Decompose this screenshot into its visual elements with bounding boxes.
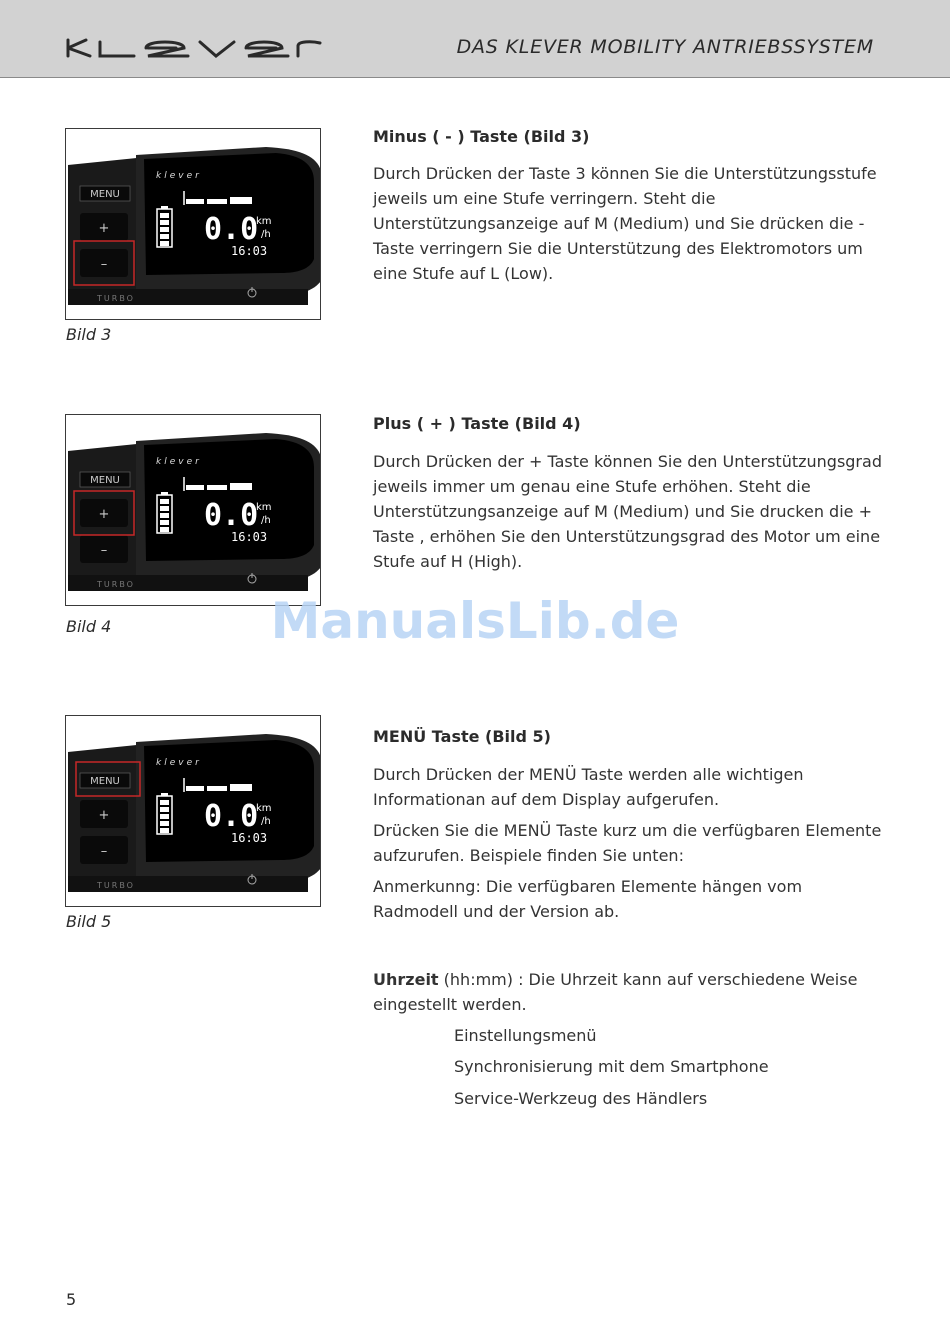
menu-button-label: MENU	[90, 475, 120, 486]
section-body-menu	[373, 762, 883, 924]
section-title-menu: MENÜ Taste (Bild 5)	[373, 727, 551, 746]
assist-bar	[230, 197, 252, 204]
speed-value: 0.0	[204, 498, 259, 533]
assist-bar	[207, 199, 227, 204]
battery-cell	[160, 499, 169, 504]
battery-cell	[160, 520, 169, 525]
klever-logo	[64, 36, 324, 60]
paragraph: Drücken Sie die MENÜ Taste kurz um die verfügbaren Elemente aufzurufen. Beispiele finden Sie unten:	[373, 821, 882, 865]
speed-unit-h: /h	[261, 515, 271, 526]
plus-button-label: +	[98, 507, 110, 522]
battery-cell	[160, 220, 169, 225]
paragraph: Durch Drücken der MENÜ Taste werden alle wichtigen Informationan auf dem Display aufgerufen.	[373, 765, 804, 809]
uhrzeit-item: Einstellungsmenü	[454, 1026, 597, 1045]
figure-bild-3	[65, 128, 321, 320]
menu-button-label: MENU	[90, 189, 120, 200]
turbo-label: TURBO	[97, 881, 135, 890]
uhrzeit-label: Uhrzeit	[373, 970, 439, 989]
battery-cap	[161, 206, 168, 209]
page-number: 5	[66, 1290, 77, 1309]
battery-cell	[160, 227, 169, 232]
uhrzeit-item: Service-Werkzeug des Händlers	[454, 1089, 708, 1108]
paragraph: Anmerkunng: Die verfügbaren Elemente hängen vom Radmodell und der Version ab.	[373, 877, 803, 921]
figure-bild-5	[65, 715, 321, 907]
device-brand: klever	[156, 758, 202, 768]
speed-value: 0.0	[204, 212, 259, 247]
speed-unit-km: km	[256, 216, 272, 227]
assist-bar	[207, 786, 227, 791]
battery-cell	[160, 506, 169, 511]
battery-cell	[160, 234, 169, 239]
speed-unit-h: /h	[261, 229, 271, 240]
minus-button-label: –	[100, 543, 108, 558]
battery-cell	[160, 821, 169, 826]
battery-cell	[160, 241, 169, 246]
clock-time: 16:03	[231, 244, 268, 258]
assist-bar	[186, 199, 204, 204]
turbo-label: TURBO	[97, 580, 135, 589]
uhrzeit-text	[373, 967, 883, 1017]
speed-unit-h: /h	[261, 816, 271, 827]
watermark: ManualsLib.de	[270, 592, 680, 650]
assist-bar	[186, 485, 204, 490]
assist-bar	[207, 485, 227, 490]
battery-cell	[160, 814, 169, 819]
figure-bild-4	[65, 414, 321, 606]
minus-button-label: –	[100, 257, 108, 272]
section-title-plus: Plus ( + ) Taste (Bild 4)	[373, 414, 581, 433]
uhrzeit-paragraph	[373, 967, 883, 1017]
uhrzeit-description: (hh:mm) : Die Uhrzeit kann auf verschiedene Weise eingestellt werden.	[373, 970, 858, 1014]
section-title-minus: Minus ( - ) Taste (Bild 3)	[373, 127, 590, 146]
device-brand: klever	[156, 457, 202, 467]
plus-button-label: +	[98, 221, 110, 236]
figure-caption: Bild 4	[66, 617, 112, 636]
paragraph: Durch Drücken der + Taste können Sie den Unterstützungsgrad jeweils immer um genau eine Stufe erhöhen. Steht die Unterstützungsanzeige auf M (Medium) und Sie drucken die + Taste , erhöhen Sie den Unterstützungsgrad des Motor um eine Stufe auf H (High).	[373, 452, 882, 571]
battery-cell	[160, 807, 169, 812]
speed-unit-km: km	[256, 502, 272, 513]
menu-button-label: MENU	[90, 776, 120, 787]
plus-button-label: +	[98, 808, 110, 823]
section-body-minus	[373, 161, 883, 286]
battery-cell	[160, 213, 169, 218]
speed-value: 0.0	[204, 799, 259, 834]
battery-cap	[161, 492, 168, 495]
battery-cell	[160, 527, 169, 532]
battery-cap	[161, 793, 168, 796]
assist-bar	[230, 784, 252, 791]
turbo-label: TURBO	[97, 294, 135, 303]
figure-caption: Bild 3	[66, 325, 112, 344]
paragraph: Durch Drücken der Taste 3 können Sie die Unterstützungsstufe jeweils um eine Stufe verringern. Steht die Unterstützungsanzeige auf M (Medium) und Sie drücken die - Taste verringern Sie die Unterstützung des Elektromotors um eine Stufe auf L (Low).	[373, 164, 877, 283]
device-brand: klever	[156, 171, 202, 181]
header-title: DAS KLEVER MOBILITY ANTRIEBSSYSTEM	[456, 36, 874, 58]
page-header	[0, 0, 950, 78]
clock-time: 16:03	[231, 831, 268, 845]
figure-caption: Bild 5	[66, 912, 112, 931]
battery-cell	[160, 800, 169, 805]
uhrzeit-item: Synchronisierung mit dem Smartphone	[454, 1057, 769, 1076]
speed-unit-km: km	[256, 803, 272, 814]
clock-time: 16:03	[231, 530, 268, 544]
battery-cell	[160, 828, 169, 833]
battery-cell	[160, 513, 169, 518]
section-body-plus	[373, 449, 883, 574]
assist-bar	[230, 483, 252, 490]
assist-bar	[186, 786, 204, 791]
minus-button-label: –	[100, 844, 108, 859]
